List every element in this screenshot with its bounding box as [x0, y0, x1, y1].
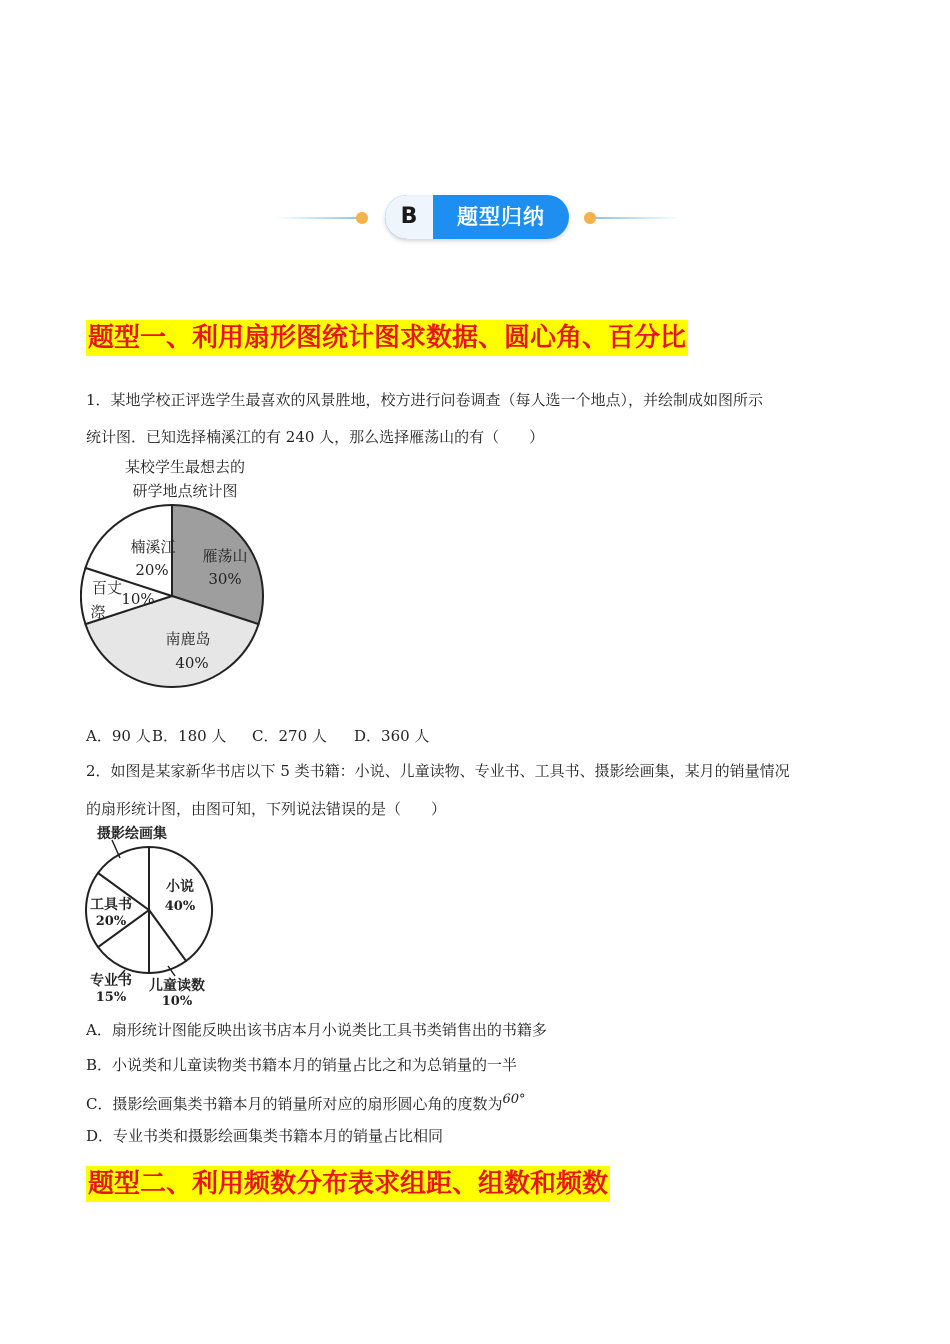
section-title-2: 题型二、利用频数分布表求组距、组数和频数 — [86, 1166, 610, 1202]
pie1-label-pct-3: 20% — [135, 561, 169, 579]
pie1-label-name-2a: 百丈 — [91, 579, 123, 597]
q1-chart-title-line2: 研学地点统计图 — [132, 482, 238, 500]
pie2-label-name-0: 小说 — [166, 879, 194, 895]
q2-text-line1: 2．如图是某家新华书店以下 5 类书籍：小说、儿童读物、专业书、工具书、摄影绘画集，某月的销量情况 — [86, 762, 790, 780]
banner-letter: B — [385, 195, 433, 239]
pie2-label-pct-3: 20% — [95, 914, 127, 929]
section-banner — [385, 195, 569, 239]
banner-line-left — [275, 217, 360, 219]
q2-option-c-value: 60° — [502, 1092, 526, 1107]
q2-option-b: B．小说类和儿童读物类书籍本月的销量占比之和为总销量的一半 — [86, 1056, 518, 1074]
pie2-label-name-3: 工具书 — [90, 897, 132, 913]
pie1-label-name-2b: 漈 — [90, 603, 106, 621]
q1-pie-chart — [80, 498, 290, 698]
q1-option-d: D．360 人 — [354, 727, 430, 745]
q2-option-c-text: C．摄影绘画集类书籍本月的销量所对应的扇形圆心角的度数为 — [86, 1095, 503, 1113]
q2-option-c — [86, 1090, 526, 1114]
q1-option-c: C．270 人 — [252, 727, 327, 745]
pie1-label-name-0: 雁荡山 — [202, 547, 248, 565]
pie2-label-name-4: 摄影绘画集 — [97, 826, 167, 842]
banner-dot-left — [356, 212, 368, 224]
pie1-label-pct-0: 30% — [208, 570, 242, 588]
pie1-label-name-1: 南鹿岛 — [165, 630, 211, 648]
pie1-label-name-3: 楠溪江 — [130, 538, 176, 556]
q2-option-a: A．扇形统计图能反映出该书店本月小说类比工具书类销售出的书籍多 — [86, 1021, 547, 1039]
banner-dot-right — [584, 212, 596, 224]
q1-text-line1: 1．某地学校正评选学生最喜欢的风景胜地，校方进行问卷调查（每人选一个地点），并绘制成如图所示 — [86, 391, 764, 409]
q2-pie-chart — [80, 824, 230, 1014]
pie2-label-pct-2: 15% — [95, 990, 127, 1005]
q1-option-a: A．90 人 — [86, 727, 151, 745]
pie2-label-name-1: 儿童读数 — [149, 978, 205, 994]
pie2-label-name-2: 专业书 — [90, 973, 132, 989]
q1-text-line2: 统计图．已知选择楠溪江的有 240 人，那么选择雁荡山的有（ ） — [86, 428, 545, 446]
q1-chart-title-line1: 某校学生最想去的 — [124, 458, 245, 476]
banner-line-right — [596, 217, 681, 219]
pie1-label-pct-2: 10% — [121, 590, 155, 608]
q1-option-b: B．180 人 — [152, 727, 227, 745]
q2-text-line2: 的扇形统计图，由图可知，下列说法错误的是（ ） — [86, 800, 447, 818]
pie2-label-pct-0: 40% — [164, 899, 196, 914]
q2-option-d: D．专业书类和摄影绘画集类书籍本月的销量占比相同 — [86, 1127, 444, 1145]
section-title-1: 题型一、利用扇形图统计图求数据、圆心角、百分比 — [86, 320, 688, 356]
pie1-label-pct-1: 40% — [175, 654, 209, 672]
banner-title: 题型归纳 — [457, 205, 545, 229]
pie2-label-pct-1: 10% — [161, 994, 193, 1009]
